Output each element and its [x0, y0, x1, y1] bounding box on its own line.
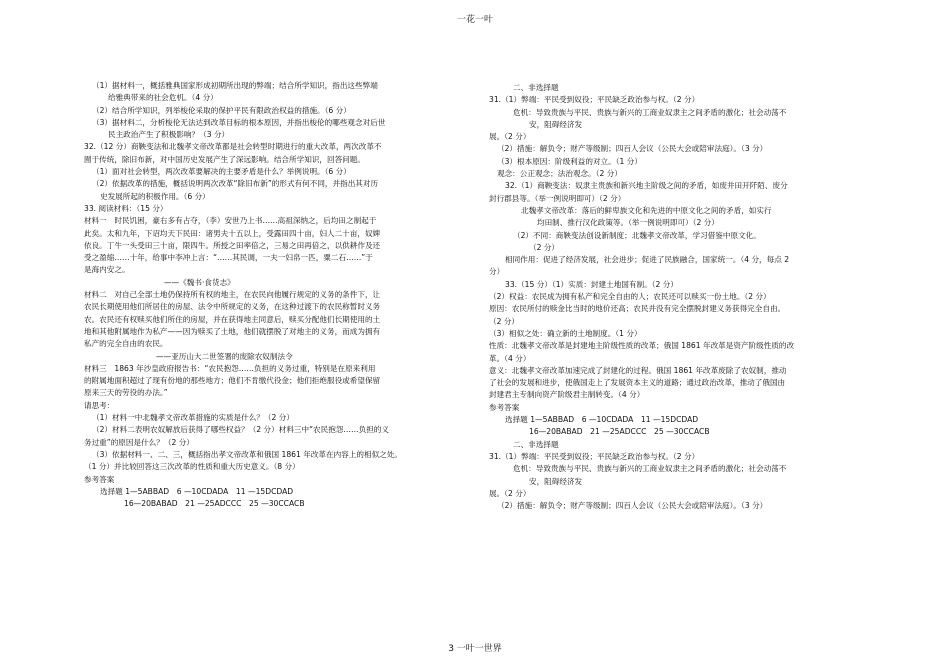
text-line: （2）措施：解负令；财产等级制；四百人会议（公民大会或陪审法庭）。（3 分）: [497, 501, 768, 511]
text-line: （2）材料二表明农奴解放后获得了哪些权益？（2 分）材料三中“农民抱怨……负担的义: [92, 425, 389, 435]
page-footer: 3 一叶一世界: [448, 644, 502, 654]
text-line: 原来三天的劳役的办法。”: [84, 388, 168, 398]
text-line: 展。（2 分）: [489, 132, 531, 142]
text-line: 二、非选择题: [513, 439, 559, 449]
text-line: 意义：北魏孝文帝改革加速完成了封建化的过程。俄国 1861 年改革废除了农奴制，推动: [489, 365, 787, 375]
text-line: 务过重”的原因是什么？（2 分）: [84, 437, 194, 447]
text-line: 农民长期使用他们所居住的房屋、法令中所规定的义务，在这种过渡下的农民称暂时义务: [84, 302, 381, 312]
text-line: （2）不同：商鞅变法创设新制度；北魏孝文帝改革，学习借鉴中原文化。: [513, 230, 761, 240]
text-line: ——亚历山大二世签署的废除农奴制法令: [156, 351, 293, 361]
text-line: （1 分）并比较回答这三次改革的性质和重大历史意义。（8 分）: [84, 462, 300, 472]
text-line: （2 分）: [489, 316, 520, 326]
text-line: 是海内安之。: [84, 265, 130, 275]
text-line: 材料一 时民饥困，豪右多有占夺，（李）安世乃上书……高祖深纳之，后均田之制起于: [84, 216, 377, 226]
text-line: 16—20BABAD 21 —25ADCCC 25 —30CCACB: [529, 427, 710, 437]
text-line: （3）据材料二，分析梭伦无法达到改革目标的根本原因，并指出梭伦的哪些观念对后世: [92, 117, 386, 127]
text-line: 均田制、推行汉化政策等。（举一例说明即可）（2 分）: [537, 218, 719, 228]
text-line: 了社会的发展和进步，使俄国走上了发展资本主义的道路；通过政治改革，推动了俄国由: [489, 378, 786, 388]
text-line: 观念：公正观念；法治观念。（2 分）: [497, 169, 622, 179]
text-line: 封建君主专制向资产阶级君主制转变。（4 分）: [489, 390, 645, 400]
text-line: （1）面对社会转型，两次改革要解决的主要矛盾是什么？举例说明。（6 分）: [92, 167, 351, 177]
page-header: 一花一叶: [456, 15, 493, 25]
text-line: 北魏孝文帝改革：落后的鲜卑族文化和先进的中原文化之间的矛盾，如实行: [521, 205, 772, 215]
text-line: 安，阻碍经济发: [529, 476, 583, 486]
text-line: 受之盈缩……十年，给事中李冲上言：“……其民调，一夫一妇帛一匹，粟二石……”于: [84, 253, 373, 263]
left-column: [84, 80, 502, 510]
text-line: （2）措施：解负令；财产等级制；四百人会议（公民大会或陪审法庭）。（3 分）: [497, 144, 768, 154]
text-line: 农。农民还有权赎买他们所住的房屋，并在获得地主同意后，赎买分配他们长期使用的土: [84, 314, 381, 324]
text-line: （2）依据改革的措施，概括说明两次改革“除旧布新”的形式有何不同，并指出其对历: [92, 179, 379, 189]
text-line: 相同作用：促进了经济发展，社会进步；促进了民族融合，国家统一。（4 分，每点 2: [505, 255, 790, 265]
text-line: （2 分）: [529, 242, 560, 252]
text-line: 性质：北魏孝文帝改革是封建地主阶级性质的改革；俄国 1861 年改革是资产阶级性质的改: [489, 341, 795, 351]
text-line: 此矣。太和九年，下诏均天下民田：诸男夫十五以上，受露田四十亩，妇人二十亩，奴婢: [84, 228, 381, 238]
text-line: （3）依据材料一、二、三，概括指出孝文帝改革和俄国 1861 年改革在内容上的相似之处。: [92, 449, 402, 459]
text-line: （3）相似之处：确立新的土地制度。（1 分）: [489, 328, 642, 338]
text-line: 材料二 对自己全部土地仍保持所有权的地主，在农民向他履行规定的义务的条件下，让: [84, 290, 381, 300]
text-line: 安，阻碍经济发: [529, 119, 583, 129]
text-line: （3）根本原因：阶级利益的对立。（1 分）: [497, 156, 642, 166]
text-line: （1）材料一中北魏孝文帝改革措施的实质是什么？（2 分）: [92, 413, 294, 423]
text-line: 囿于传统，除旧布新，对中国历史发展产生了深远影响。结合所学知识，回答问题。: [84, 154, 365, 164]
text-line: 二、非选择题: [513, 83, 559, 92]
text-line: 依良。丁牛一头受田三十亩，限四牛。所授之田率倍之，三易之田再倍之，以供耕作及还: [84, 240, 381, 250]
text-line: 请思考：: [84, 400, 115, 410]
text-line: 展。（2 分）: [489, 488, 531, 498]
text-line: 31.（1）弊端：平民受到奴役；平民缺乏政治参与权。（2 分）: [489, 451, 700, 461]
text-line: 的附属地面积超过了现有份地的那些地方；他们不肯缴代役金；他们拒绝服役或希望保留: [84, 376, 381, 386]
text-line: 32.（12 分）商鞅变法和北魏孝文帝改革都是社会转型时期进行的重大改革，两次改革不: [84, 142, 382, 152]
text-line: 参考答案: [489, 402, 520, 412]
right-column: [489, 82, 907, 512]
text-line: 选择题 1—5ABBAD 6 —10CDADA 11 —15DCDAD: [505, 415, 699, 425]
text-line: 31.（1）弊端：平民受到奴役；平民缺乏政治参与权。（2 分）: [489, 95, 700, 105]
text-line: 危机：导致贵族与平民、贵族与新兴的工商业奴隶主之间矛盾的激化；社会动荡不: [513, 107, 787, 117]
text-line: 参考答案: [84, 474, 115, 484]
text-line: 史发展所起的积极作用。（6 分）: [100, 191, 210, 201]
text-line: （2）权益：农民成为拥有私产和完全自由的人；农民还可以赎买一份土地。（2 分）: [489, 292, 771, 302]
text-line: 地和其他附属地作为私产——因为赎买了土地，他们就摆脱了对地主的义务，而成为拥有: [84, 326, 381, 336]
text-line: 革。（4 分）: [489, 353, 531, 363]
text-line: 原因：农民所付的赎金比当时的地价还高；农民并没有完全摆脱封建义务获得完全自由。: [489, 304, 786, 314]
text-line: 32.（1）商鞅变法：奴隶主贵族和新兴地主阶级之间的矛盾，如废井田开阡陌、废分: [505, 181, 788, 191]
text-line: 16—20BABAD 21 —25ADCCC 25 —30CCACB: [124, 499, 305, 509]
text-line: ——《魏书·食货志》: [164, 277, 235, 287]
text-line: （1）据材料一，概括雅典国家形成初期所出现的弊端；结合所学知识，指出这些弊端: [92, 81, 378, 90]
text-line: 选择题 1—5ABBAD 6 —10CDADA 11 —15DCDAD: [100, 486, 294, 496]
text-line: 民主政治产生了积极影响？（3 分）: [108, 130, 230, 140]
text-line: 分）: [489, 267, 505, 277]
text-line: 私产的完全自由的农民。: [84, 339, 168, 349]
text-line: 危机：导致贵族与平民、贵族与新兴的工商业奴隶主之间矛盾的激化；社会动荡不: [513, 464, 787, 474]
text-line: 33. 阅读材料：（15 分）: [84, 203, 168, 213]
text-line: 材料三 1863 年沙皇政府报告书：“农民抱怨……负担的义务过重，特别是在原来利用: [84, 363, 376, 373]
text-line: 33.（15 分）（1）实质：封建土地国有制。（2 分）: [505, 279, 678, 289]
text-line: 封行郡县等。（举一例说明即可）（2 分）: [489, 193, 626, 203]
text-line: （2）结合所学知识，列举梭伦采取的保护平民有限政治权益的措施。（6 分）: [92, 105, 351, 115]
text-line: 给雅典带来的社会危机。（4 分）: [108, 93, 218, 103]
